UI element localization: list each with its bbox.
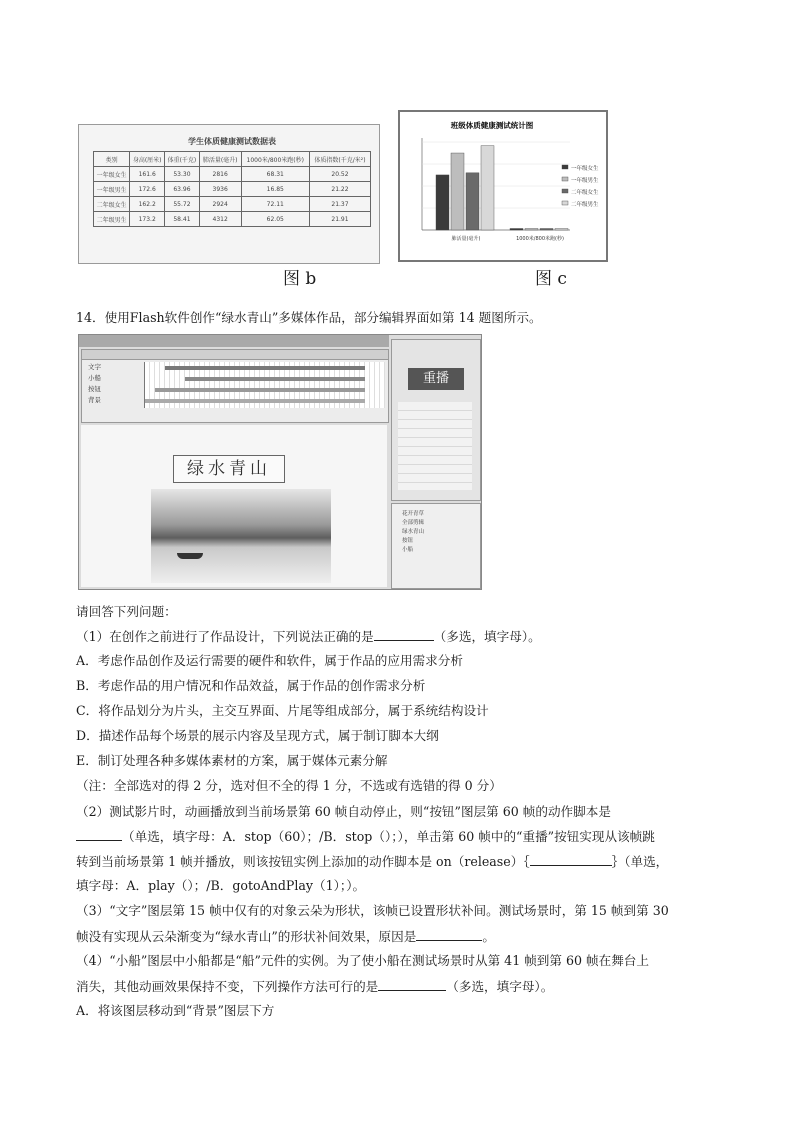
property-list: [398, 402, 472, 490]
part-2-line-2-text: （单选，填字母：A．stop（60）；/B．stop（）；），单击第 60 帧中的“重播”按钮实现从该帧跳: [122, 829, 655, 844]
table-cell: 3936: [199, 182, 241, 197]
table-header-cell: 体重(千克): [165, 152, 200, 167]
timeline-ruler: [82, 350, 388, 360]
library-list: [402, 510, 424, 555]
table-header-row: [94, 152, 371, 167]
bar: [525, 229, 538, 231]
data-table: [93, 131, 371, 227]
library-item[interactable]: 全部剪辑: [402, 520, 425, 526]
legend-swatch: [562, 177, 568, 181]
layer-name[interactable]: 按钮: [88, 385, 101, 393]
bar: [451, 153, 464, 230]
table-cell: 4312: [199, 212, 241, 227]
legend-swatch: [562, 165, 568, 169]
answer-blank[interactable]: [378, 978, 446, 991]
layer-name[interactable]: 背景: [88, 396, 101, 404]
bar: [510, 229, 523, 231]
table-row: [94, 212, 371, 227]
properties-panel: [391, 339, 481, 501]
answer-blank[interactable]: [76, 828, 122, 841]
table-cell: 161.6: [130, 167, 165, 182]
table-cell: 21.22: [309, 182, 370, 197]
table-cell: 一年级女生: [94, 167, 130, 182]
window-titlebar: [79, 335, 389, 347]
answer-blank[interactable]: [530, 853, 612, 866]
bar: [540, 229, 553, 231]
tween-bar: [165, 366, 365, 370]
table-header-cell: 肺活量(毫升): [199, 152, 241, 167]
layer-name[interactable]: 小船: [88, 374, 101, 382]
legend-entry: 一年级女生: [571, 166, 599, 172]
table-cell: 16.85: [241, 182, 309, 197]
library-item[interactable]: 小船: [402, 547, 414, 553]
table-title: 学生体质健康测试数据表: [188, 136, 276, 146]
table-cell: 62.05: [241, 212, 309, 227]
part-4-line-2-tail: （多选，填字母）。: [446, 979, 554, 994]
table-cell: 162.2: [130, 197, 165, 212]
part-2-line-4: 填字母：A．play（）；/B．gotoAndPlay（1）；）。: [76, 878, 366, 893]
landscape-background-image: [151, 489, 331, 583]
bar: [466, 173, 479, 230]
option-d: D．描述作品每个场景的展示内容及呈现方式，属于制订脚本大纲: [76, 728, 439, 743]
stage-title-text[interactable]: 绿水青山: [173, 455, 285, 483]
table-cell: 173.2: [130, 212, 165, 227]
table-row: [94, 167, 371, 182]
part-2-line-3-text: 转到当前场景第 1 帧并播放，则该按钮实例上添加的动作脚本是 on（release）｛: [76, 854, 530, 869]
legend-swatch: [562, 201, 568, 205]
legend-entry: 一年级男生: [571, 178, 599, 184]
option-c: C．将作品划分为片头，主交互界面、片尾等组成部分，属于系统结构设计: [76, 703, 489, 718]
library-item[interactable]: 绿水青山: [402, 529, 425, 535]
part-4-line-2-text: 消失，其他动画效果保持不变，下列操作方法可行的是: [76, 979, 379, 994]
layer-name[interactable]: 文字: [88, 363, 101, 371]
part-4-line-2: [76, 978, 553, 995]
part-3-line-2: [76, 928, 495, 945]
tween-bar: [185, 377, 365, 381]
part-3-line-1: （3）“文字”图层第 15 帧中仅有的对象云朵为形状，该帧已设置形状补间。测试场景时，第 15 帧到第 30: [76, 903, 669, 918]
table-cell: 68.31: [241, 167, 309, 182]
question-14-stem: 14．使用Flash软件创作“绿水青山”多媒体作品，部分编辑界面如第 14 题图所示。: [76, 310, 542, 325]
table-cell: 55.72: [165, 197, 200, 212]
table-cell: 2924: [199, 197, 241, 212]
figure-c-caption: 图 c: [535, 269, 567, 289]
table-cell: 172.6: [130, 182, 165, 197]
answer-blank[interactable]: [416, 928, 482, 941]
part-1-tail: （多选，填字母）。: [433, 629, 541, 644]
answer-blank[interactable]: [374, 628, 434, 641]
table-cell: 二年级男生: [94, 212, 130, 227]
option-b: B．考虑作品的用户情况和作品效益，属于作品的创作需求分析: [76, 678, 426, 693]
table-header-cell: 体质指数(千克/米²): [309, 152, 370, 167]
scoring-note: （注：全部选对的得 2 分，选对但不全的得 1 分，不选或有选错的得 0 分）: [76, 778, 502, 793]
table-cell: 21.91: [309, 212, 370, 227]
tween-bar: [145, 399, 365, 403]
timeline-panel: [81, 349, 389, 423]
part-4-option-a: A．将该图层移动到“背景”图层下方: [76, 1003, 275, 1018]
table-cell: 一年级男生: [94, 182, 130, 197]
part-4-line-1: （4）“小船”图层中小船都是“船”元件的实例。为了使小船在测试场景时从第 41 帧到第 60 帧在舞台上: [76, 953, 649, 968]
boat-icon[interactable]: [177, 553, 203, 559]
library-panel: [391, 503, 481, 589]
figure-b-table-image: [78, 124, 380, 264]
table-header-cell: 类别: [94, 152, 130, 167]
part-1-text: （1）在创作之前进行了作品设计，下列说法正确的是: [76, 629, 374, 644]
bar: [555, 229, 568, 231]
option-e: E．制订处理各种多媒体素材的方案，属于媒体元素分解: [76, 753, 388, 768]
legend-swatch: [562, 189, 568, 193]
answer-prompt: 请回答下列问题：: [76, 604, 177, 619]
option-a: A．考虑作品创作及运行需要的硬件和软件，属于作品的应用需求分析: [76, 653, 463, 668]
stage-area: [81, 425, 387, 587]
part-2-line-3: [76, 853, 668, 870]
table-row: [94, 182, 371, 197]
legend-entry: 二年级男生: [571, 202, 599, 208]
x-tick-label: 肺活量(毫升): [451, 236, 481, 242]
table-cell: 53.30: [165, 167, 200, 182]
table-cell: 72.11: [241, 197, 309, 212]
tween-bar: [155, 388, 365, 392]
chart-title: 班级体质健康测试统计图: [450, 121, 534, 130]
flash-editor-screenshot: [78, 334, 482, 590]
table-cell: 2816: [199, 167, 241, 182]
part-2-line-2: [76, 828, 655, 845]
part-2-line-1: （2）测试影片时，动画播放到当前场景第 60 帧自动停止，则“按钮”图层第 60 帧的动作脚本是: [76, 804, 611, 819]
layer-list: [88, 362, 101, 406]
part-2-line-3-tail: ｝（单选，: [611, 854, 669, 869]
part-3-line-2-tail: 。: [482, 929, 495, 944]
replay-button-preview[interactable]: 重播: [408, 368, 464, 390]
library-item[interactable]: 花开青草: [402, 511, 425, 517]
table-cell: 二年级女生: [94, 197, 130, 212]
figure-c-chart-image: [398, 110, 608, 262]
part-1-question: [76, 628, 541, 645]
x-tick-label: 1000米/800米跑(秒): [516, 236, 564, 242]
part-3-line-2-text: 帧没有实现从云朵渐变为“绿水青山”的形状补间效果，原因是: [76, 929, 417, 944]
bar: [481, 146, 494, 230]
table-header-cell: 1000米/800米跑(秒): [241, 152, 309, 167]
table-cell: 20.52: [309, 167, 370, 182]
figure-b-caption: 图 b: [283, 269, 317, 289]
table-header-cell: 身高(厘米): [130, 152, 165, 167]
table-cell: 21.37: [309, 197, 370, 212]
library-item[interactable]: 按钮: [402, 538, 414, 544]
table-cell: 63.96: [165, 182, 200, 197]
table-row: [94, 197, 371, 212]
bar: [436, 175, 449, 230]
legend-entry: 二年级女生: [571, 190, 599, 196]
bar-chart: [400, 112, 606, 260]
table-cell: 58.41: [165, 212, 200, 227]
frame-grid[interactable]: [144, 362, 385, 408]
